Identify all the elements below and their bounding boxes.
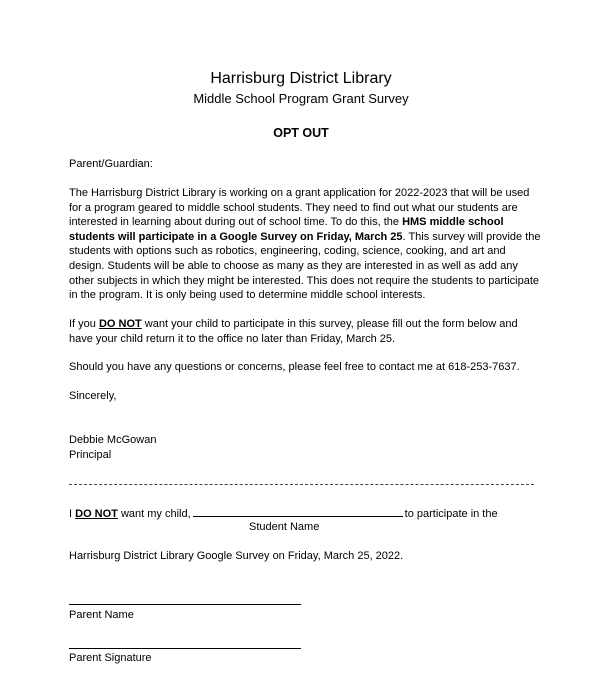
intro-paragraph — [69, 186, 541, 303]
salutation: Parent/Guardian: — [69, 158, 153, 170]
closing: Sincerely, — [69, 390, 117, 402]
survey-date-line: Harrisburg District Library Google Survey on Friday, March 25, 2022. — [69, 550, 404, 562]
instructions-paragraph — [69, 317, 534, 346]
intro-text-a: The Harrisburg District Library is working on a grant application for 2022-2023 that will be used for a program geared to middle school students. They need to find out what our students are interested in learning about during out of school time. To do this, the — [69, 187, 530, 229]
parent-signature-label: Parent Signature — [69, 652, 152, 664]
survey-subtitle: Middle School Program Grant Survey — [193, 91, 409, 106]
form-do-not-emphasis: DO NOT — [75, 508, 118, 520]
statement-text-a: I — [69, 508, 76, 520]
statement-text-b: want my child, — [117, 508, 191, 520]
parent-name-label: Parent Name — [69, 609, 134, 621]
student-name-label: Student Name — [249, 521, 320, 533]
instructions-text-b: want your child to participate in this survey, please fill out the form below and have your child return it to the office no later than Friday, March 25. — [69, 318, 518, 345]
cut-line-divider — [69, 484, 534, 485]
contact-paragraph: Should you have any questions or concerns, please feel free to contact me at 618-253-7637. — [69, 361, 520, 373]
signer-role: Principal — [69, 449, 112, 461]
signer-name: Debbie McGowan — [69, 434, 157, 446]
intro-text-b: . This survey will provide the students with options such as robotics, engineering, coding, science, cooking, and art and design. Students will be able to choose as many as they are interested in as well as add any other subjects in which they might be interested. This does not require the students to participate in the program. It is only being used to determine middle school interests. — [69, 230, 541, 302]
parent-name-field[interactable] — [69, 604, 301, 605]
statement-text-c: to participate in the — [404, 508, 498, 520]
library-title: Harrisburg District Library — [210, 70, 392, 87]
opt-out-heading: OPT OUT — [273, 126, 329, 140]
do-not-emphasis: DO NOT — [98, 318, 142, 330]
parent-signature-field[interactable] — [69, 648, 301, 649]
student-name-field[interactable] — [193, 506, 403, 517]
intro-text-bold: HMS middle school students will participate in a Google Survey on Friday, March 25 — [69, 216, 504, 243]
instructions-text-a: If you — [69, 318, 99, 330]
